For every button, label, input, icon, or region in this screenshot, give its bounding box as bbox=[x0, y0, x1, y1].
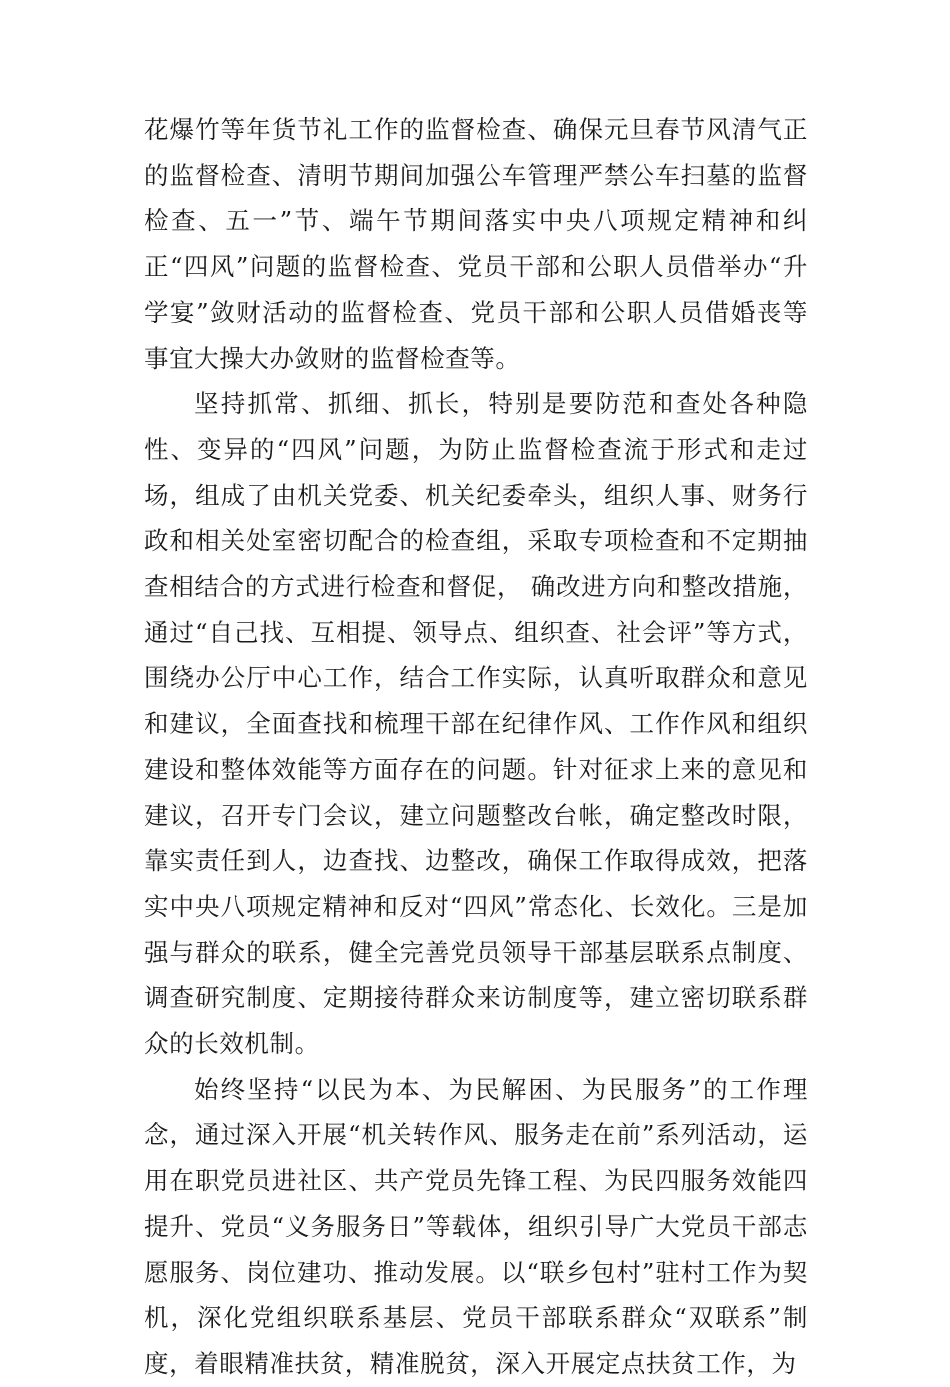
document-body bbox=[144, 107, 808, 1387]
paragraph-service: 始终坚持“以民为本、为民解困、为民服务”的工作理念，通过深入开展“机关转作风、服务走在前”系列活动，运用在职党员进社区、共产党员先锋工程、为民四服务效能四提升、党员“义务服务日”等载体，组织引导广大党员干部志愿服务、岗位建功、推动发展。以“联乡包村”驻村工作为契机，深化党组织联系基层、党员干部联系群众“双联系”制度，着眼精准扶贫，精准脱贫，深入开展定点扶贫工作，为 bbox=[144, 1074, 808, 1378]
paragraph-inspection: 坚持抓常、抓细、抓长，特别是要防范和查处各种隐性、变异的“四风”问题，为防止监督检查流于形式和走过场，组成了由机关党委、机关纪委牵头，组织人事、财务行政和相关处室密切配合的检查组，采取专项检查和不定期抽查相结合的方式进行检查和督促， 确改进方向和整改措施，通过“自己找、互相提、领导点、组织查、社会评”等方式，围绕办公厅中心工作，结合工作实际，认真听取群众和意见和建议，全面查找和梳理干部在纪律作风、工作作风和组织建设和整体效能等方面存在的问题。针对征求上来的意见和建议，召开专门会议，建立问题整改台帐，确定整改时限，靠实责任到人，边查找、边整改，确保工作取得成效，把落实中央八项规定精神和反对“四风”常态化、长效化。三是加强与群众的联系，健全完善党员领导干部基层联系点制度、调查研究制度、定期接待群众来访制度等，建立密切联系群众的长效机制。 bbox=[144, 389, 808, 1059]
paragraph-continuation: 花爆竹等年货节礼工作的监督检查、确保元旦春节风清气正的监督检查、清明节期间加强公车管理严禁公车扫墓的监督检查、五一”节、端午节期间落实中央八项规定精神和纠正“四风”问题的监督检查、党员干部和公职人员借举办“升学宴”敛财活动的监督检查、党员干部和公职人员借婚丧等事宜大操大办敛财的监督检查等。 bbox=[144, 115, 808, 373]
